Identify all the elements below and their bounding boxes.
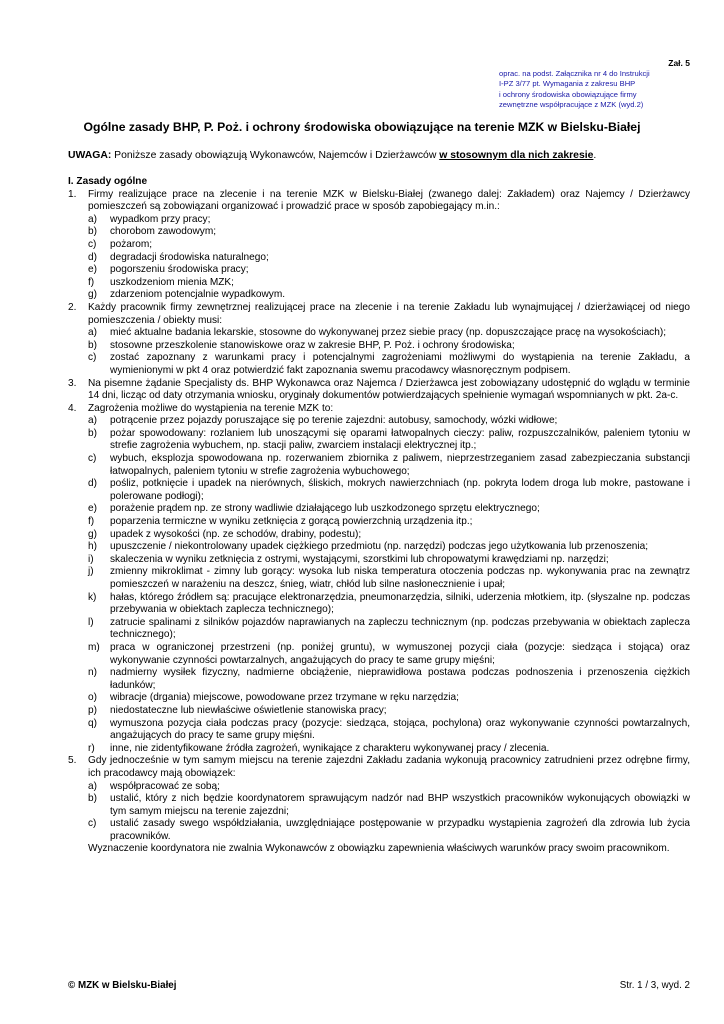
rule-number: 5.	[68, 755, 77, 767]
subitem-text: wibracje (drgania) miejscowe, powodowane przez trzymane w ręku narzędzia;	[110, 692, 459, 704]
subitem-letter: b)	[88, 427, 97, 439]
rule-subitem	[88, 352, 690, 377]
rule-subitem	[88, 478, 690, 503]
subitem-text: współpracować ze sobą;	[110, 780, 220, 792]
rule-subitem	[88, 340, 690, 353]
section-title: I. Zasady ogólne	[68, 176, 148, 187]
subitem-letter: r)	[88, 742, 95, 754]
subitem-letter: d)	[88, 478, 97, 490]
subitem-letter: c)	[88, 238, 97, 250]
rule-text: Firmy realizujące prace na zlecenie i na terenie MZK w Bielsku-Białej (zwanego dalej: Zakładem) oraz Najemcy / Dzierżawcy pomieszczeń są zobowiązani organizować i prowadzić prace w sposób zapobiegający m.in.:	[88, 188, 690, 213]
notice-text: Poniższe zasady obowiązują Wykonawców, Najemców i Dzierżawców	[111, 150, 440, 161]
rule-subitem	[88, 718, 690, 743]
subitem-letter: d)	[88, 251, 97, 263]
subitem-letter: j)	[88, 566, 94, 578]
rule-text: Zagrożenia możliwe do wystąpienia na terenie MZK to:	[88, 402, 334, 414]
rule-subitem	[88, 453, 690, 478]
subitem-text: zdarzeniom potencjalnie wypadkowym.	[110, 289, 286, 301]
rule-number: 4.	[68, 402, 77, 414]
rule-subitem	[88, 743, 690, 756]
subitem-text: wypadkom przy pracy;	[110, 213, 211, 225]
subitem-letter: a)	[88, 780, 97, 792]
rule-subitem	[88, 818, 690, 843]
rule-subitem	[88, 642, 690, 667]
subitem-text: ustalić zasady swego współdziałania, uwzględniające postępowanie w przypadku wystąpienia zagrożeń dla zdrowia lub życia pracowników.	[110, 818, 690, 842]
subitem-text: wybuch, eksplozja spowodowana np. rozerwaniem zbiornika z paliwem, nieprzestrzeganiem zasad zabezpieczania substancji łatwopalnych, paleniem tytoniu w strefie zagrożenia wybuchowego;	[110, 453, 690, 477]
rule-subitem	[88, 415, 690, 428]
subitem-letter: a)	[88, 327, 97, 339]
source-note	[499, 69, 699, 110]
subitem-text: uszkodzeniom mienia MZK;	[110, 276, 234, 288]
subitem-text: wymuszona pozycja ciała podczas pracy (pozycje: siedząca, stojąca, pochylona) oraz wykonywanie czynności powtarzalnych, angażujących do pracy te same grupy mięśni.	[110, 717, 690, 742]
document-body	[68, 176, 690, 856]
rule-note: Wyznaczenie koordynatora nie zwalnia Wykonawców z obowiązku zapewnienia właściwych warunków pracy swoim pracownikom.	[88, 843, 670, 855]
subitem-letter: k)	[88, 591, 97, 603]
rule-subitem	[88, 503, 690, 516]
subitem-letter: p)	[88, 704, 97, 716]
rule-item	[68, 378, 690, 403]
subitem-text: zostać zapoznany z warunkami pracy i potencjalnymi zagrożeniami możliwymi do wystąpienia na terenie Zakładu, a wymienionymi w pkt 4 oraz potwierdzić fakt zapoznania swemu pracodawcy własnoręcznym podpisem.	[110, 352, 690, 376]
rule-subitem	[88, 793, 690, 818]
subitem-letter: l)	[88, 616, 94, 628]
subitem-text: pogorszeniu środowiska pracy;	[110, 264, 249, 276]
notice-end: .	[593, 150, 597, 161]
rule-subitem	[88, 239, 690, 252]
source-line: zewnętrzne współpracujące z MZK (wyd.2)	[499, 99, 644, 109]
rule-subitem	[88, 226, 690, 239]
document-title: Ogólne zasady BHP, P. Poż. i ochrony środowiska obowiązujące na terenie MZK w Bielsku-Białej	[83, 120, 641, 134]
rule-number: 3.	[68, 377, 77, 389]
source-line: i ochrony środowiska obowiązujące firmy	[499, 89, 637, 99]
subitem-letter: q)	[88, 717, 97, 729]
subitem-letter: a)	[88, 213, 97, 225]
subitem-text: poparzenia termiczne w wyniku zetknięcia z gorącą powierzchnią urządzenia itp.;	[110, 516, 473, 528]
subitem-text: porażenie prądem np. ze strony wadliwie działającego lub uszkodzonego sprzętu elektrycznego;	[110, 503, 540, 515]
subitem-letter: e)	[88, 264, 97, 276]
rule-text: Gdy jednocześnie w tym samym miejscu na terenie zajezdni Zakładu zadania wykonują pracownicy zatrudnieni przez odrębne firmy, ich pracodawcy mają obowiązek:	[88, 755, 690, 779]
subitem-text: pożar spowodowany: rozlaniem lub unoszącymi się oparami łatwopalnych cieczy: paliw, rozpuszczalników, paleniem tytoniu w strefie zagrożenia wybuchem, np. stacji paliw, zwarciem instalacji elektrycznej itp.;	[110, 427, 690, 452]
source-line: oprac. na podst. Załącznika nr 4 do Instrukcji	[499, 69, 650, 78]
subitem-text: nadmierny wysiłek fizyczny, nadmierne obciążenie, nieprawidłowa postawa podczas podnoszenia i przenoszenia ciężkich ładunków;	[110, 667, 690, 691]
rule-number: 1.	[68, 188, 77, 200]
subitem-letter: i)	[88, 553, 94, 565]
rule-subitem	[88, 289, 690, 302]
subitem-text: ustalić, który z nich będzie koordynatorem sprawującym nadzór nad BHP wszystkich pracowników wykonujących obowiązki w tym samym miejscu na terenie zajezdni;	[110, 793, 690, 817]
rule-subitem	[88, 566, 690, 591]
footer-page: Str. 1 / 3, wyd. 2	[619, 980, 690, 991]
notice-emphasis: w stosownym dla nich zakresie	[439, 150, 594, 161]
rule-subitem	[88, 667, 690, 692]
rule-subitem	[88, 327, 690, 340]
subitem-letter: c)	[88, 453, 97, 465]
rule-item	[68, 755, 690, 780]
subitem-letter: n)	[88, 667, 97, 679]
subitem-letter: c)	[88, 352, 97, 364]
subitem-letter: b)	[88, 793, 97, 805]
notice-label: UWAGA:	[68, 150, 112, 161]
subitem-text: pożarom;	[110, 238, 153, 250]
subitem-text: hałas, którego źródłem są: pracujące elektronarzędzia, pneumonarzędzia, silniki, uderzenia młotkiem, itp. (słyszalne np. podczas przebywania w obiektach zaplecza technicznego);	[110, 591, 690, 616]
subitem-text: mieć aktualne badania lekarskie, stosowne do wykonywanej przez siebie pracy (np. dopuszczające pracę na wysokościach);	[110, 327, 667, 339]
rule-subitem	[88, 277, 690, 290]
source-line: I-PZ 3/77 pt. Wymagania z zakresu BHP	[499, 79, 636, 89]
rule-text: Na pisemne żądanie Specjalisty ds. BHP Wykonawca oraz Najemca / Dzierżawca jest zobowiązany udostępnić do wglądu w terminie 14 dni, licząc od daty otrzymania wniosku, oryginały dokumentów potwierdzających spełnienie wymagań wspomnianych w pkt. 2a-c.	[88, 377, 690, 402]
subitem-text: niedostateczne lub niewłaściwe oświetlenie stanowiska pracy;	[110, 704, 387, 716]
footer-copyright: © MZK w Bielsku-Białej	[68, 980, 177, 991]
notice	[68, 150, 596, 161]
subitem-letter: g)	[88, 289, 97, 301]
subitem-text: upadek z wysokości (np. ze schodów, drabiny, podestu);	[110, 528, 362, 540]
subitem-text: pośliz, potknięcie i upadek na nierównych, śliskich, mokrych nawierzchniach (np. pokryta lodem droga lub mokre, pastowane i polerowane podłogi);	[110, 478, 690, 502]
subitem-letter: b)	[88, 339, 97, 351]
rule-subitem	[88, 428, 690, 453]
rule-subitem	[88, 541, 690, 554]
subitem-text: zmienny mikroklimat - zimny lub gorący: wysoka lub niska temperatura otoczenia podczas np. wykonywania prac na zewnątrz pomieszczeń w narażeniu na deszcz, śnieg, wiatr, chłód lub silne nasłonecznienie i upał;	[110, 566, 690, 590]
rule-item	[68, 302, 690, 327]
subitem-letter: o)	[88, 692, 97, 704]
rule-subitem	[88, 264, 690, 277]
rule-number: 2.	[68, 301, 77, 313]
rule-subitem	[88, 516, 690, 529]
subitem-letter: c)	[88, 818, 97, 830]
attachment-number: Zał. 5	[668, 58, 690, 68]
subitem-text: praca w ograniczonej przestrzeni (np. poniżej gruntu), w wymuszonej pozycji ciała (pozycje: siedząca i stojąca) oraz wykonywanie czynności powtarzalnych, angażujących do pracy te same grupy mięśni;	[110, 641, 690, 666]
rule-subitem	[88, 214, 690, 227]
rule-item	[68, 403, 690, 416]
subitem-letter: f)	[88, 516, 95, 528]
subitem-text: chorobom zawodowym;	[110, 226, 217, 238]
rule-text: Każdy pracownik firmy zewnętrznej realizującej prace na zlecenie i na terenie Zakładu lub wynajmującej / dzierżawiącej od niego pomieszczenia / obiekty musi:	[88, 301, 690, 326]
rule-subitem	[88, 529, 690, 542]
subitem-text: zatrucie spalinami z silników pojazdów naprawianych na zapleczu technicznym (np. podczas przebywania w obiektach zaplecza technicznego);	[110, 616, 690, 641]
subitem-text: upuszczenie / niekontrolowany upadek ciężkiego przedmiotu (np. narzędzi) podczas jego użytkowania lub przenoszenia;	[110, 541, 649, 553]
rule-subitem	[88, 692, 690, 705]
subitem-text: degradacji środowiska naturalnego;	[110, 251, 269, 263]
subitem-letter: a)	[88, 415, 97, 427]
rule-subitem	[88, 554, 690, 567]
rule-subitem	[88, 252, 690, 265]
subitem-text: stosowne przeszkolenie stanowiskowe oraz w zakresie BHP, P. Poż. i ochrony środowiska;	[110, 339, 515, 351]
subitem-letter: h)	[88, 541, 97, 553]
rule-subitem	[88, 781, 690, 794]
subitem-text: potrącenie przez pojazdy poruszające się po terenie zajezdni: autobusy, samochody, wózki widłowe;	[110, 415, 558, 427]
subitem-letter: b)	[88, 226, 97, 238]
subitem-letter: m)	[88, 641, 100, 653]
rule-subitem	[88, 705, 690, 718]
rule-subitem	[88, 592, 690, 617]
rules-list	[68, 189, 690, 856]
rule-subitem	[88, 617, 690, 642]
subitem-letter: g)	[88, 528, 97, 540]
subitem-letter: f)	[88, 276, 95, 288]
subitem-text: inne, nie zidentyfikowane źródła zagrożeń, wynikające z charakteru wykonywanej pracy / zlecenia.	[110, 742, 550, 754]
subitem-letter: e)	[88, 503, 97, 515]
subitem-text: skaleczenia w wyniku zetknięcia z ostrymi, wystającymi, szorstkimi lub chropowatymi krawędziami np. narzędzi;	[110, 553, 609, 565]
rule-item	[68, 189, 690, 214]
